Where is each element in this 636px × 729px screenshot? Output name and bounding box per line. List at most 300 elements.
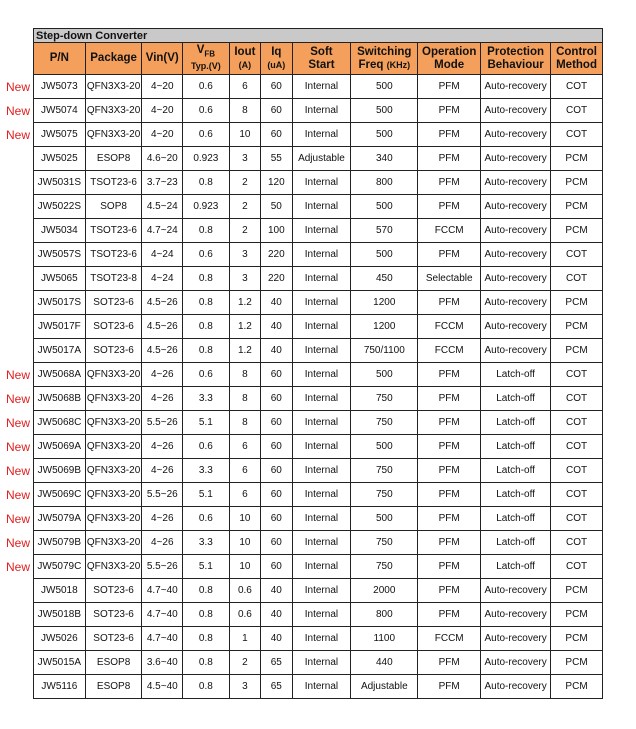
cell-control-method: COT bbox=[551, 483, 603, 507]
cell-pn: JW5079B bbox=[34, 531, 86, 555]
step-down-converter-sheet bbox=[33, 28, 603, 699]
cell-package: QFN3X3-20 bbox=[85, 435, 142, 459]
cell-protection: Latch-off bbox=[481, 507, 551, 531]
cell-soft-start: Internal bbox=[292, 123, 351, 147]
header-iout-unit: (A) bbox=[238, 59, 252, 70]
cell-operation-mode: PFM bbox=[418, 675, 481, 699]
cell-switching-freq: 500 bbox=[351, 435, 418, 459]
cell-operation-mode: PFM bbox=[418, 507, 481, 531]
cell-protection: Auto-recovery bbox=[481, 627, 551, 651]
header-iout bbox=[229, 43, 260, 75]
cell-vin: 4.5~26 bbox=[142, 291, 183, 315]
cell-control-method: COT bbox=[551, 99, 603, 123]
cell-switching-freq: 500 bbox=[351, 363, 418, 387]
cell-vfb: 5.1 bbox=[183, 555, 230, 579]
table-title: Step-down Converter bbox=[34, 29, 603, 43]
header-freq-label: Freq bbox=[358, 58, 384, 71]
cell-package: ESOP8 bbox=[85, 651, 142, 675]
cell-vin: 4.5~26 bbox=[142, 315, 183, 339]
cell-vfb: 0.6 bbox=[183, 363, 230, 387]
new-badge: New bbox=[6, 439, 31, 454]
cell-package: ESOP8 bbox=[85, 147, 142, 171]
cell-soft-start: Internal bbox=[292, 483, 351, 507]
cell-protection: Latch-off bbox=[481, 387, 551, 411]
cell-control-method: COT bbox=[551, 555, 603, 579]
cell-protection: Auto-recovery bbox=[481, 675, 551, 699]
cell-pn: JW5057S bbox=[34, 243, 86, 267]
cell-pn: JW5018B bbox=[34, 603, 86, 627]
cell-package: SOT23-6 bbox=[85, 291, 142, 315]
new-badge: New bbox=[6, 511, 31, 526]
cell-package: SOT23-6 bbox=[85, 627, 142, 651]
cell-pn: JW5074 bbox=[34, 99, 86, 123]
cell-vin: 4~26 bbox=[142, 459, 183, 483]
new-badge: New bbox=[6, 463, 31, 478]
cell-soft-start: Internal bbox=[292, 651, 351, 675]
cell-pn: JW5069C bbox=[34, 483, 86, 507]
header-soft-label: Soft bbox=[310, 45, 333, 58]
cell-operation-mode: PFM bbox=[418, 435, 481, 459]
header-switching-label: Switching bbox=[357, 45, 412, 58]
cell-vfb: 3.3 bbox=[183, 459, 230, 483]
cell-soft-start: Internal bbox=[292, 363, 351, 387]
cell-iout: 2 bbox=[229, 651, 260, 675]
cell-control-method: COT bbox=[551, 267, 603, 291]
cell-soft-start: Internal bbox=[292, 267, 351, 291]
cell-package: SOT23-6 bbox=[85, 579, 142, 603]
cell-protection: Auto-recovery bbox=[481, 147, 551, 171]
cell-soft-start: Internal bbox=[292, 435, 351, 459]
cell-protection: Auto-recovery bbox=[481, 315, 551, 339]
cell-package: TSOT23-8 bbox=[85, 267, 142, 291]
converter-table bbox=[33, 28, 603, 699]
cell-control-method: PCM bbox=[551, 675, 603, 699]
cell-protection: Auto-recovery bbox=[481, 123, 551, 147]
cell-operation-mode: PFM bbox=[418, 387, 481, 411]
cell-vin: 4.7~24 bbox=[142, 219, 183, 243]
cell-vfb: 0.8 bbox=[183, 603, 230, 627]
cell-soft-start: Internal bbox=[292, 507, 351, 531]
cell-iq: 55 bbox=[261, 147, 292, 171]
cell-control-method: PCM bbox=[551, 171, 603, 195]
cell-pn: JW5065 bbox=[34, 267, 86, 291]
cell-operation-mode: PFM bbox=[418, 171, 481, 195]
cell-vfb: 0.8 bbox=[183, 627, 230, 651]
cell-iout: 6 bbox=[229, 435, 260, 459]
cell-operation-mode: PFM bbox=[418, 75, 481, 99]
cell-switching-freq: 340 bbox=[351, 147, 418, 171]
cell-operation-mode: Selectable bbox=[418, 267, 481, 291]
cell-vfb: 3.3 bbox=[183, 531, 230, 555]
cell-vin: 4.7~40 bbox=[142, 627, 183, 651]
cell-operation-mode: PFM bbox=[418, 651, 481, 675]
cell-protection: Auto-recovery bbox=[481, 243, 551, 267]
cell-iout: 8 bbox=[229, 387, 260, 411]
cell-iq: 60 bbox=[261, 99, 292, 123]
cell-vin: 4~20 bbox=[142, 99, 183, 123]
cell-switching-freq: 750/1100 bbox=[351, 339, 418, 363]
cell-operation-mode: PFM bbox=[418, 459, 481, 483]
cell-vin: 5.5~26 bbox=[142, 555, 183, 579]
cell-iq: 65 bbox=[261, 651, 292, 675]
cell-iout: 0.6 bbox=[229, 603, 260, 627]
cell-operation-mode: PFM bbox=[418, 363, 481, 387]
cell-iq: 60 bbox=[261, 459, 292, 483]
cell-package: TSOT23-6 bbox=[85, 219, 142, 243]
cell-switching-freq: 750 bbox=[351, 459, 418, 483]
cell-pn: JW5017F bbox=[34, 315, 86, 339]
table-row bbox=[34, 315, 603, 339]
cell-switching-freq: 500 bbox=[351, 99, 418, 123]
cell-control-method: COT bbox=[551, 123, 603, 147]
cell-control-method: PCM bbox=[551, 651, 603, 675]
cell-protection: Latch-off bbox=[481, 411, 551, 435]
cell-protection: Auto-recovery bbox=[481, 267, 551, 291]
header-protection-label: Protection bbox=[487, 45, 545, 58]
cell-protection: Latch-off bbox=[481, 531, 551, 555]
cell-soft-start: Internal bbox=[292, 627, 351, 651]
cell-package: QFN3X3-20 bbox=[85, 531, 142, 555]
cell-vin: 4~26 bbox=[142, 363, 183, 387]
table-row bbox=[34, 651, 603, 675]
cell-control-method: COT bbox=[551, 75, 603, 99]
cell-operation-mode: PFM bbox=[418, 603, 481, 627]
table-row bbox=[34, 459, 603, 483]
cell-iq: 65 bbox=[261, 675, 292, 699]
cell-vfb: 0.8 bbox=[183, 291, 230, 315]
cell-vfb: 0.8 bbox=[183, 315, 230, 339]
cell-control-method: PCM bbox=[551, 339, 603, 363]
cell-protection: Auto-recovery bbox=[481, 219, 551, 243]
cell-soft-start: Internal bbox=[292, 315, 351, 339]
cell-iq: 60 bbox=[261, 387, 292, 411]
cell-vfb: 3.3 bbox=[183, 387, 230, 411]
cell-pn: JW5079C bbox=[34, 555, 86, 579]
cell-switching-freq: 750 bbox=[351, 411, 418, 435]
cell-iout: 6 bbox=[229, 459, 260, 483]
cell-vin: 4.7~40 bbox=[142, 579, 183, 603]
header-freq-unit: (KHz) bbox=[386, 59, 411, 70]
cell-control-method: PCM bbox=[551, 195, 603, 219]
cell-protection: Auto-recovery bbox=[481, 99, 551, 123]
cell-protection: Auto-recovery bbox=[481, 603, 551, 627]
cell-pn: JW5116 bbox=[34, 675, 86, 699]
cell-protection: Auto-recovery bbox=[481, 171, 551, 195]
table-row bbox=[34, 291, 603, 315]
header-control-method bbox=[551, 43, 603, 75]
cell-package: QFN3X3-20 bbox=[85, 387, 142, 411]
table-row bbox=[34, 579, 603, 603]
table-row bbox=[34, 435, 603, 459]
header-vin: Vin(V) bbox=[142, 43, 183, 75]
cell-operation-mode: PFM bbox=[418, 147, 481, 171]
header-start-label: Start bbox=[308, 58, 335, 71]
cell-pn: JW5073 bbox=[34, 75, 86, 99]
cell-operation-mode: FCCM bbox=[418, 339, 481, 363]
cell-vin: 4.6~20 bbox=[142, 147, 183, 171]
cell-protection: Auto-recovery bbox=[481, 75, 551, 99]
cell-protection: Latch-off bbox=[481, 459, 551, 483]
cell-switching-freq: 750 bbox=[351, 483, 418, 507]
cell-iout: 1.2 bbox=[229, 291, 260, 315]
cell-iout: 8 bbox=[229, 363, 260, 387]
cell-vfb: 0.6 bbox=[183, 123, 230, 147]
cell-iout: 3 bbox=[229, 267, 260, 291]
cell-soft-start: Internal bbox=[292, 459, 351, 483]
cell-protection: Auto-recovery bbox=[481, 339, 551, 363]
cell-iq: 40 bbox=[261, 339, 292, 363]
cell-switching-freq: 2000 bbox=[351, 579, 418, 603]
cell-operation-mode: PFM bbox=[418, 99, 481, 123]
cell-iq: 60 bbox=[261, 75, 292, 99]
cell-operation-mode: PFM bbox=[418, 579, 481, 603]
cell-package: TSOT23-6 bbox=[85, 171, 142, 195]
cell-package: QFN3X3-20 bbox=[85, 555, 142, 579]
header-pn: P/N bbox=[34, 43, 86, 75]
cell-iout: 2 bbox=[229, 219, 260, 243]
cell-vin: 4~26 bbox=[142, 435, 183, 459]
cell-switching-freq: 800 bbox=[351, 171, 418, 195]
cell-control-method: PCM bbox=[551, 627, 603, 651]
cell-iout: 10 bbox=[229, 507, 260, 531]
cell-vfb: 5.1 bbox=[183, 411, 230, 435]
cell-pn: JW5069A bbox=[34, 435, 86, 459]
cell-soft-start: Internal bbox=[292, 243, 351, 267]
cell-iout: 1.2 bbox=[229, 315, 260, 339]
new-badge: New bbox=[6, 487, 31, 502]
cell-vin: 4.5~26 bbox=[142, 339, 183, 363]
cell-switching-freq: 500 bbox=[351, 123, 418, 147]
cell-control-method: PCM bbox=[551, 147, 603, 171]
cell-pn: JW5068A bbox=[34, 363, 86, 387]
cell-operation-mode: FCCM bbox=[418, 219, 481, 243]
table-row bbox=[34, 243, 603, 267]
header-switching-freq bbox=[351, 43, 418, 75]
cell-switching-freq: 750 bbox=[351, 387, 418, 411]
cell-switching-freq: 1100 bbox=[351, 627, 418, 651]
header-vfb bbox=[183, 43, 230, 75]
cell-protection: Latch-off bbox=[481, 483, 551, 507]
cell-control-method: COT bbox=[551, 387, 603, 411]
new-badge: New bbox=[6, 559, 31, 574]
cell-iout: 6 bbox=[229, 75, 260, 99]
cell-package: SOP8 bbox=[85, 195, 142, 219]
cell-iq: 60 bbox=[261, 531, 292, 555]
cell-iq: 60 bbox=[261, 555, 292, 579]
cell-iout: 6 bbox=[229, 483, 260, 507]
cell-vin: 5.5~26 bbox=[142, 483, 183, 507]
table-row bbox=[34, 75, 603, 99]
cell-vfb: 0.6 bbox=[183, 75, 230, 99]
cell-iout: 3 bbox=[229, 243, 260, 267]
cell-switching-freq: 1200 bbox=[351, 291, 418, 315]
cell-control-method: COT bbox=[551, 363, 603, 387]
cell-operation-mode: PFM bbox=[418, 243, 481, 267]
new-badge: New bbox=[6, 391, 31, 406]
cell-pn: JW5017S bbox=[34, 291, 86, 315]
cell-control-method: COT bbox=[551, 435, 603, 459]
cell-package: QFN3X3-20 bbox=[85, 483, 142, 507]
cell-vfb: 0.6 bbox=[183, 99, 230, 123]
header-vfb-subscript: FB bbox=[204, 49, 216, 59]
cell-protection: Latch-off bbox=[481, 363, 551, 387]
cell-soft-start: Internal bbox=[292, 99, 351, 123]
cell-package: QFN3X3-20 bbox=[85, 99, 142, 123]
table-body bbox=[34, 75, 603, 699]
cell-vfb: 0.8 bbox=[183, 219, 230, 243]
cell-switching-freq: 750 bbox=[351, 555, 418, 579]
cell-operation-mode: PFM bbox=[418, 531, 481, 555]
cell-switching-freq: 570 bbox=[351, 219, 418, 243]
cell-iout: 2 bbox=[229, 195, 260, 219]
cell-package: SOT23-6 bbox=[85, 315, 142, 339]
new-badge: New bbox=[6, 367, 31, 382]
table-row bbox=[34, 411, 603, 435]
table-row bbox=[34, 603, 603, 627]
cell-soft-start: Internal bbox=[292, 411, 351, 435]
cell-switching-freq: 440 bbox=[351, 651, 418, 675]
cell-pn: JW5075 bbox=[34, 123, 86, 147]
cell-package: QFN3X3-20 bbox=[85, 75, 142, 99]
cell-pn: JW5015A bbox=[34, 651, 86, 675]
table-row bbox=[34, 555, 603, 579]
cell-package: ESOP8 bbox=[85, 675, 142, 699]
cell-operation-mode: PFM bbox=[418, 291, 481, 315]
cell-vfb: 0.8 bbox=[183, 579, 230, 603]
cell-soft-start: Internal bbox=[292, 219, 351, 243]
cell-switching-freq: Adjustable bbox=[351, 675, 418, 699]
cell-soft-start: Internal bbox=[292, 291, 351, 315]
cell-iq: 60 bbox=[261, 123, 292, 147]
cell-vfb: 0.6 bbox=[183, 243, 230, 267]
cell-pn: JW5018 bbox=[34, 579, 86, 603]
cell-switching-freq: 450 bbox=[351, 267, 418, 291]
cell-protection: Latch-off bbox=[481, 435, 551, 459]
cell-control-method: COT bbox=[551, 507, 603, 531]
cell-soft-start: Internal bbox=[292, 75, 351, 99]
cell-vfb: 0.8 bbox=[183, 651, 230, 675]
new-badge: New bbox=[6, 535, 31, 550]
header-package: Package bbox=[85, 43, 142, 75]
cell-pn: JW5022S bbox=[34, 195, 86, 219]
cell-pn: JW5031S bbox=[34, 171, 86, 195]
cell-package: QFN3X3-20 bbox=[85, 459, 142, 483]
cell-vfb: 0.923 bbox=[183, 195, 230, 219]
cell-switching-freq: 750 bbox=[351, 531, 418, 555]
cell-iq: 60 bbox=[261, 363, 292, 387]
table-row bbox=[34, 627, 603, 651]
cell-switching-freq: 500 bbox=[351, 75, 418, 99]
cell-iq: 100 bbox=[261, 219, 292, 243]
cell-iq: 220 bbox=[261, 243, 292, 267]
cell-soft-start: Internal bbox=[292, 579, 351, 603]
header-control-label: Control bbox=[556, 45, 597, 58]
cell-iq: 120 bbox=[261, 171, 292, 195]
cell-vin: 4~24 bbox=[142, 267, 183, 291]
cell-pn: JW5068C bbox=[34, 411, 86, 435]
header-method-label: Method bbox=[556, 58, 597, 71]
cell-vin: 3.7~23 bbox=[142, 171, 183, 195]
cell-iout: 10 bbox=[229, 555, 260, 579]
new-badge: New bbox=[6, 103, 31, 118]
header-iq-label: Iq bbox=[271, 45, 282, 58]
header-vfb-label: V bbox=[196, 43, 205, 56]
header-iq-unit: (uA) bbox=[267, 59, 286, 70]
cell-protection: Latch-off bbox=[481, 555, 551, 579]
cell-control-method: COT bbox=[551, 411, 603, 435]
cell-pn: JW5034 bbox=[34, 219, 86, 243]
cell-pn: JW5025 bbox=[34, 147, 86, 171]
cell-package: QFN3X3-20 bbox=[85, 363, 142, 387]
cell-control-method: PCM bbox=[551, 579, 603, 603]
cell-protection: Auto-recovery bbox=[481, 579, 551, 603]
cell-iout: 8 bbox=[229, 411, 260, 435]
cell-iout: 3 bbox=[229, 675, 260, 699]
cell-vin: 4~20 bbox=[142, 75, 183, 99]
cell-pn: JW5017A bbox=[34, 339, 86, 363]
header-operation-label: Operation bbox=[422, 45, 477, 58]
cell-vfb: 0.6 bbox=[183, 507, 230, 531]
cell-iq: 40 bbox=[261, 579, 292, 603]
cell-vfb: 0.923 bbox=[183, 147, 230, 171]
cell-switching-freq: 1200 bbox=[351, 315, 418, 339]
cell-soft-start: Internal bbox=[292, 555, 351, 579]
cell-vfb: 0.8 bbox=[183, 171, 230, 195]
cell-soft-start: Internal bbox=[292, 195, 351, 219]
cell-vfb: 0.8 bbox=[183, 675, 230, 699]
cell-package: TSOT23-6 bbox=[85, 243, 142, 267]
cell-operation-mode: PFM bbox=[418, 195, 481, 219]
header-behaviour-label: Behaviour bbox=[487, 58, 544, 71]
cell-iout: 8 bbox=[229, 99, 260, 123]
cell-switching-freq: 800 bbox=[351, 603, 418, 627]
cell-pn: JW5079A bbox=[34, 507, 86, 531]
cell-vfb: 0.8 bbox=[183, 339, 230, 363]
cell-iq: 60 bbox=[261, 507, 292, 531]
cell-control-method: PCM bbox=[551, 291, 603, 315]
header-iout-label: Iout bbox=[234, 45, 256, 58]
cell-soft-start: Internal bbox=[292, 531, 351, 555]
cell-vin: 4~26 bbox=[142, 387, 183, 411]
table-row bbox=[34, 483, 603, 507]
cell-soft-start: Internal bbox=[292, 603, 351, 627]
table-row bbox=[34, 387, 603, 411]
header-iq bbox=[261, 43, 292, 75]
header-soft-start bbox=[292, 43, 351, 75]
table-row bbox=[34, 171, 603, 195]
cell-operation-mode: PFM bbox=[418, 123, 481, 147]
table-row bbox=[34, 339, 603, 363]
cell-iq: 60 bbox=[261, 411, 292, 435]
cell-soft-start: Internal bbox=[292, 675, 351, 699]
table-row bbox=[34, 507, 603, 531]
cell-control-method: PCM bbox=[551, 219, 603, 243]
cell-pn: JW5069B bbox=[34, 459, 86, 483]
cell-vin: 4.5~40 bbox=[142, 675, 183, 699]
new-badge: New bbox=[6, 79, 31, 94]
cell-iout: 3 bbox=[229, 147, 260, 171]
table-row bbox=[34, 147, 603, 171]
table-row bbox=[34, 123, 603, 147]
cell-control-method: COT bbox=[551, 459, 603, 483]
cell-operation-mode: FCCM bbox=[418, 627, 481, 651]
cell-switching-freq: 500 bbox=[351, 243, 418, 267]
cell-control-method: PCM bbox=[551, 603, 603, 627]
cell-vin: 4~20 bbox=[142, 123, 183, 147]
cell-iq: 40 bbox=[261, 315, 292, 339]
cell-vin: 4~26 bbox=[142, 531, 183, 555]
cell-vin: 5.5~26 bbox=[142, 411, 183, 435]
